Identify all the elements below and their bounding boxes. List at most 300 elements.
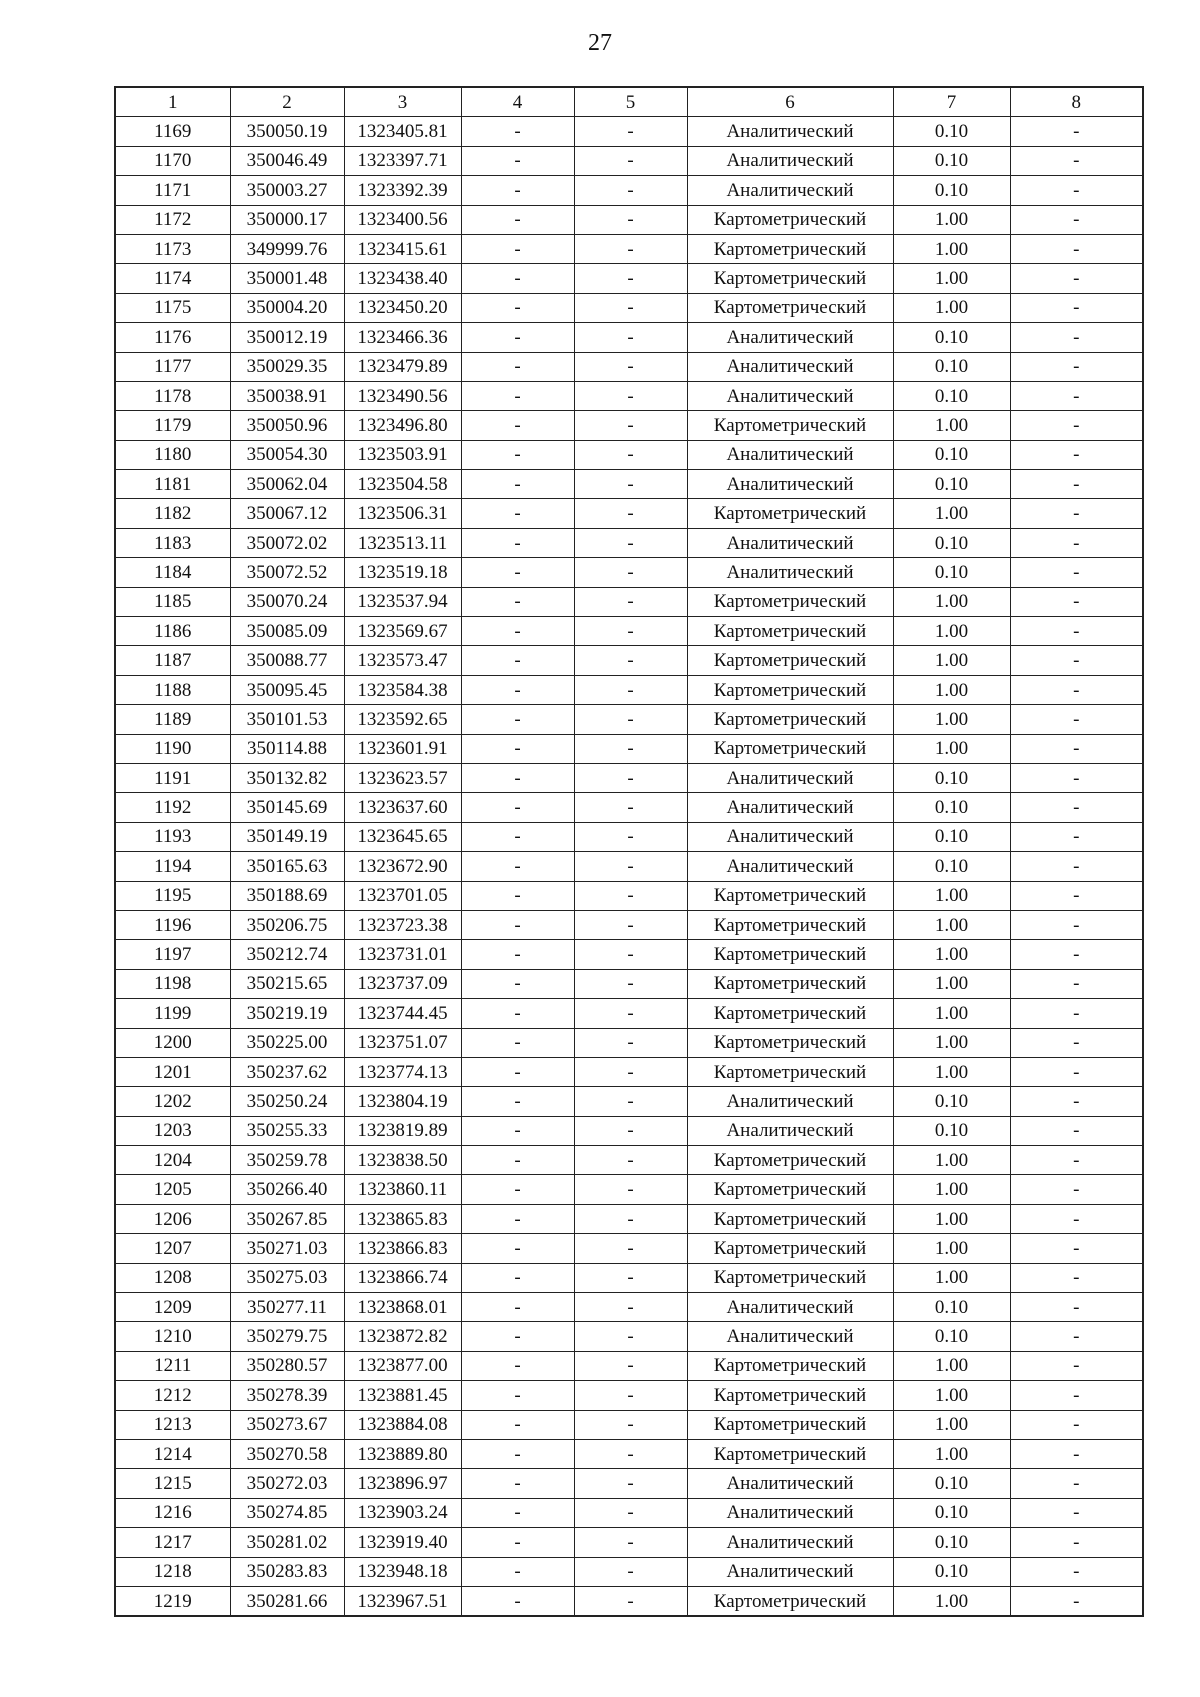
table-cell: - <box>461 587 574 616</box>
table-row <box>115 117 1143 146</box>
table-cell: - <box>461 910 574 939</box>
table-cell: 1174 <box>115 264 230 293</box>
table-cell: - <box>461 940 574 969</box>
table-cell: Картометрический <box>687 1175 893 1204</box>
table-row <box>115 1263 1143 1292</box>
table-cell: 1194 <box>115 852 230 881</box>
table-cell: 1.00 <box>893 587 1010 616</box>
table-cell: 1218 <box>115 1557 230 1586</box>
table-cell: 0.10 <box>893 793 1010 822</box>
table-cell: 1323450.20 <box>344 293 461 322</box>
table-cell: - <box>1010 617 1143 646</box>
table-cell: - <box>574 146 687 175</box>
table-cell: - <box>1010 264 1143 293</box>
table-cell: 350132.82 <box>230 763 344 792</box>
table-cell: 1.00 <box>893 881 1010 910</box>
table-cell: - <box>1010 793 1143 822</box>
table-cell: 350259.78 <box>230 1146 344 1175</box>
table-cell: Картометрический <box>687 1204 893 1233</box>
table-cell: Аналитический <box>687 117 893 146</box>
table-cell: - <box>574 205 687 234</box>
table-cell: - <box>461 234 574 263</box>
table-cell: - <box>1010 910 1143 939</box>
table-cell: - <box>461 881 574 910</box>
table-cell: 1323877.00 <box>344 1351 461 1380</box>
table-cell: Аналитический <box>687 1528 893 1557</box>
table-cell: 1213 <box>115 1410 230 1439</box>
table-cell: - <box>574 381 687 410</box>
table-cell: 1185 <box>115 587 230 616</box>
table-cell: - <box>574 1146 687 1175</box>
table-cell: - <box>461 558 574 587</box>
table-cell: 1323889.80 <box>344 1439 461 1468</box>
table-cell: 350267.85 <box>230 1204 344 1233</box>
table-cell: 1323731.01 <box>344 940 461 969</box>
table-row <box>115 176 1143 205</box>
table-cell: - <box>1010 381 1143 410</box>
table-cell: - <box>574 264 687 293</box>
table-cell: - <box>1010 117 1143 146</box>
table-cell: 1.00 <box>893 969 1010 998</box>
table-row <box>115 1234 1143 1263</box>
table-row <box>115 293 1143 322</box>
table-cell: - <box>1010 1351 1143 1380</box>
table-cell: 1.00 <box>893 293 1010 322</box>
table-cell: Аналитический <box>687 381 893 410</box>
table-cell: 1177 <box>115 352 230 381</box>
table-cell: Картометрический <box>687 940 893 969</box>
table-cell: Картометрический <box>687 705 893 734</box>
table-cell: 1180 <box>115 440 230 469</box>
table-cell: Аналитический <box>687 440 893 469</box>
table-cell: - <box>1010 470 1143 499</box>
table-cell: - <box>574 763 687 792</box>
table-cell: 1205 <box>115 1175 230 1204</box>
table-cell: - <box>461 705 574 734</box>
table-cell: - <box>574 822 687 851</box>
table-cell: Картометрический <box>687 734 893 763</box>
table-cell: - <box>1010 940 1143 969</box>
table-cell: 1.00 <box>893 1146 1010 1175</box>
table-row <box>115 852 1143 881</box>
table-cell: 1216 <box>115 1498 230 1527</box>
table-cell: - <box>1010 1263 1143 1292</box>
column-header: 5 <box>574 87 687 117</box>
table-cell: 0.10 <box>893 117 1010 146</box>
table-cell: - <box>574 352 687 381</box>
table-cell: 350272.03 <box>230 1469 344 1498</box>
table-cell: - <box>574 1057 687 1086</box>
table-cell: 1191 <box>115 763 230 792</box>
table-cell: 350088.77 <box>230 646 344 675</box>
table-cell: - <box>574 411 687 440</box>
table-cell: 1323504.58 <box>344 470 461 499</box>
table-cell: Картометрический <box>687 617 893 646</box>
table-cell: - <box>1010 1557 1143 1586</box>
table-cell: - <box>461 1498 574 1527</box>
table-cell: 1323490.56 <box>344 381 461 410</box>
table-cell: 1323672.90 <box>344 852 461 881</box>
table-cell: - <box>461 470 574 499</box>
table-row <box>115 1351 1143 1380</box>
table-cell: - <box>461 293 574 322</box>
table-cell: 1211 <box>115 1351 230 1380</box>
table-cell: 1323866.83 <box>344 1234 461 1263</box>
table-cell: - <box>574 675 687 704</box>
table-cell: 1.00 <box>893 734 1010 763</box>
table-cell: 350278.39 <box>230 1381 344 1410</box>
table-cell: - <box>1010 499 1143 528</box>
table-cell: - <box>461 617 574 646</box>
table-cell: 1323948.18 <box>344 1557 461 1586</box>
table-cell: 350277.11 <box>230 1293 344 1322</box>
table-cell: 0.10 <box>893 146 1010 175</box>
table-cell: - <box>574 646 687 675</box>
table-cell: 350188.69 <box>230 881 344 910</box>
table-cell: - <box>574 1528 687 1557</box>
column-header: 2 <box>230 87 344 117</box>
table-cell: Аналитический <box>687 822 893 851</box>
table-cell: Аналитический <box>687 176 893 205</box>
table-cell: - <box>461 264 574 293</box>
table-cell: 1323479.89 <box>344 352 461 381</box>
table-cell: - <box>1010 1028 1143 1057</box>
table-row <box>115 1557 1143 1586</box>
table-cell: 0.10 <box>893 176 1010 205</box>
table-cell: 0.10 <box>893 822 1010 851</box>
table-row <box>115 763 1143 792</box>
table-cell: 350145.69 <box>230 793 344 822</box>
table-cell: 350054.30 <box>230 440 344 469</box>
table-cell: - <box>1010 675 1143 704</box>
table-cell: - <box>461 763 574 792</box>
table-cell: 350270.58 <box>230 1439 344 1468</box>
table-cell: 1323400.56 <box>344 205 461 234</box>
table-cell: 0.10 <box>893 381 1010 410</box>
table-row <box>115 1381 1143 1410</box>
table-cell: - <box>1010 999 1143 1028</box>
table-body <box>115 117 1143 1616</box>
table-cell: 1323405.81 <box>344 117 461 146</box>
table-cell: 350280.57 <box>230 1351 344 1380</box>
table-cell: - <box>461 1234 574 1263</box>
table-cell: - <box>1010 763 1143 792</box>
table-cell: 1196 <box>115 910 230 939</box>
table-cell: Аналитический <box>687 323 893 352</box>
table-cell: 349999.76 <box>230 234 344 263</box>
table-cell: - <box>574 470 687 499</box>
table-cell: 1189 <box>115 705 230 734</box>
table-cell: - <box>574 1116 687 1145</box>
table-cell: 1200 <box>115 1028 230 1057</box>
table-cell: - <box>461 675 574 704</box>
table-cell: Аналитический <box>687 1498 893 1527</box>
table-cell: 1.00 <box>893 999 1010 1028</box>
table-row <box>115 617 1143 646</box>
table-cell: - <box>461 734 574 763</box>
table-cell: Картометрический <box>687 1351 893 1380</box>
table-cell: 1323903.24 <box>344 1498 461 1527</box>
table-cell: - <box>461 528 574 557</box>
table-cell: Картометрический <box>687 205 893 234</box>
table-cell: - <box>461 999 574 1028</box>
table-row <box>115 1322 1143 1351</box>
column-header: 4 <box>461 87 574 117</box>
table-cell: 1323896.97 <box>344 1469 461 1498</box>
table-cell: 0.10 <box>893 1557 1010 1586</box>
table-cell: 0.10 <box>893 1528 1010 1557</box>
table-cell: 1323838.50 <box>344 1146 461 1175</box>
table-cell: 1183 <box>115 528 230 557</box>
table-cell: 350085.09 <box>230 617 344 646</box>
table-row <box>115 146 1143 175</box>
table-cell: 350273.67 <box>230 1410 344 1439</box>
table-cell: - <box>574 499 687 528</box>
table-cell: Картометрический <box>687 999 893 1028</box>
table-cell: - <box>1010 734 1143 763</box>
table-cell: - <box>461 822 574 851</box>
table-cell: 1.00 <box>893 1204 1010 1233</box>
table-cell: - <box>1010 205 1143 234</box>
table-cell: 1192 <box>115 793 230 822</box>
table-row <box>115 969 1143 998</box>
table-cell: 1323573.47 <box>344 646 461 675</box>
table-cell: - <box>461 440 574 469</box>
table-cell: - <box>574 587 687 616</box>
table-cell: - <box>1010 1175 1143 1204</box>
table-cell: 1323496.80 <box>344 411 461 440</box>
table-cell: - <box>461 1263 574 1292</box>
table-cell: 1.00 <box>893 646 1010 675</box>
table-cell: Картометрический <box>687 881 893 910</box>
table-cell: - <box>1010 323 1143 352</box>
table-cell: 350038.91 <box>230 381 344 410</box>
table-cell: 350070.24 <box>230 587 344 616</box>
table-cell: 1323866.74 <box>344 1263 461 1292</box>
table-cell: 350215.65 <box>230 969 344 998</box>
table-row <box>115 528 1143 557</box>
table-row <box>115 470 1143 499</box>
table-cell: 0.10 <box>893 1116 1010 1145</box>
table-cell: 1173 <box>115 234 230 263</box>
table-cell: - <box>574 705 687 734</box>
table-cell: 350003.27 <box>230 176 344 205</box>
table-cell: 1323392.39 <box>344 176 461 205</box>
table-cell: 350281.66 <box>230 1586 344 1616</box>
table-cell: 350212.74 <box>230 940 344 969</box>
table-cell: 1175 <box>115 293 230 322</box>
table-cell: Аналитический <box>687 1293 893 1322</box>
table-cell: 1323872.82 <box>344 1322 461 1351</box>
table-cell: 1219 <box>115 1586 230 1616</box>
table-cell: 1323537.94 <box>344 587 461 616</box>
table-row <box>115 1498 1143 1527</box>
table-cell: - <box>574 176 687 205</box>
table-cell: - <box>461 1146 574 1175</box>
table-cell: - <box>1010 146 1143 175</box>
table-cell: 1201 <box>115 1057 230 1086</box>
table-cell: 1214 <box>115 1439 230 1468</box>
table-cell: - <box>1010 1057 1143 1086</box>
table-cell: 1178 <box>115 381 230 410</box>
table-cell: - <box>1010 1204 1143 1233</box>
table-cell: 1169 <box>115 117 230 146</box>
table-cell: - <box>461 646 574 675</box>
table-cell: 1.00 <box>893 1028 1010 1057</box>
table-cell: - <box>574 940 687 969</box>
table-cell: - <box>574 734 687 763</box>
table-cell: 350001.48 <box>230 264 344 293</box>
table-cell: Аналитический <box>687 146 893 175</box>
table-cell: 350067.12 <box>230 499 344 528</box>
table-row <box>115 587 1143 616</box>
table-cell: - <box>461 1557 574 1586</box>
table-cell: - <box>1010 1469 1143 1498</box>
table-cell: 350275.03 <box>230 1263 344 1292</box>
coordinates-table <box>114 86 1144 1617</box>
table-cell: 0.10 <box>893 852 1010 881</box>
table-cell: 1323884.08 <box>344 1410 461 1439</box>
table-cell: 1187 <box>115 646 230 675</box>
table-cell: 350255.33 <box>230 1116 344 1145</box>
table-cell: 1323881.45 <box>344 1381 461 1410</box>
table-cell: - <box>574 1263 687 1292</box>
table-cell: 1323513.11 <box>344 528 461 557</box>
table-cell: 1186 <box>115 617 230 646</box>
table-cell: - <box>1010 176 1143 205</box>
table-cell: - <box>574 1381 687 1410</box>
table-cell: 1182 <box>115 499 230 528</box>
table-cell: - <box>574 793 687 822</box>
table-cell: 1323645.65 <box>344 822 461 851</box>
table-cell: 1198 <box>115 969 230 998</box>
table-row <box>115 1469 1143 1498</box>
table-cell: - <box>1010 1234 1143 1263</box>
table-cell: 350271.03 <box>230 1234 344 1263</box>
table-cell: 1217 <box>115 1528 230 1557</box>
table-cell: - <box>1010 969 1143 998</box>
table-cell: 350165.63 <box>230 852 344 881</box>
table-row <box>115 1528 1143 1557</box>
table-row <box>115 440 1143 469</box>
table-cell: 1203 <box>115 1116 230 1145</box>
table-cell: Аналитический <box>687 558 893 587</box>
table-cell: 1323865.83 <box>344 1204 461 1233</box>
table-cell: 350219.19 <box>230 999 344 1028</box>
table-cell: Картометрический <box>687 1028 893 1057</box>
table-cell: 1323506.31 <box>344 499 461 528</box>
table-row <box>115 1410 1143 1439</box>
table-cell: - <box>461 323 574 352</box>
table-cell: 1197 <box>115 940 230 969</box>
table-cell: 350004.20 <box>230 293 344 322</box>
table-cell: - <box>574 881 687 910</box>
table-cell: 1323744.45 <box>344 999 461 1028</box>
table-cell: 1.00 <box>893 234 1010 263</box>
table-cell: 1.00 <box>893 499 1010 528</box>
table-cell: - <box>461 1586 574 1616</box>
table-cell: - <box>461 793 574 822</box>
table-cell: - <box>1010 558 1143 587</box>
table-cell: 1170 <box>115 146 230 175</box>
table-cell: 0.10 <box>893 323 1010 352</box>
table-cell: - <box>461 1204 574 1233</box>
table-cell: - <box>574 117 687 146</box>
table-cell: 1215 <box>115 1469 230 1498</box>
table-cell: - <box>1010 293 1143 322</box>
table-cell: 1.00 <box>893 1439 1010 1468</box>
column-header: 1 <box>115 87 230 117</box>
table-row <box>115 234 1143 263</box>
table-cell: Аналитический <box>687 1322 893 1351</box>
table-cell: - <box>461 1351 574 1380</box>
table-cell: - <box>461 411 574 440</box>
table-row <box>115 675 1143 704</box>
table-cell: 1323569.67 <box>344 617 461 646</box>
column-header: 7 <box>893 87 1010 117</box>
table-row <box>115 264 1143 293</box>
table-row <box>115 323 1143 352</box>
table-cell: - <box>1010 587 1143 616</box>
table-cell: 1323584.38 <box>344 675 461 704</box>
table-cell: 1323592.65 <box>344 705 461 734</box>
table-cell: - <box>461 1528 574 1557</box>
table-cell: - <box>1010 1293 1143 1322</box>
table-cell: - <box>461 1057 574 1086</box>
column-header: 8 <box>1010 87 1143 117</box>
table-cell: 350050.96 <box>230 411 344 440</box>
table-cell: - <box>461 1293 574 1322</box>
table-cell: - <box>574 1351 687 1380</box>
table-cell: 1176 <box>115 323 230 352</box>
table-cell: 350149.19 <box>230 822 344 851</box>
table-cell: 1323868.01 <box>344 1293 461 1322</box>
table-cell: 1204 <box>115 1146 230 1175</box>
table-cell: - <box>461 1322 574 1351</box>
table-cell: 1323397.71 <box>344 146 461 175</box>
table-cell: 350072.52 <box>230 558 344 587</box>
table-cell: 0.10 <box>893 763 1010 792</box>
table-row <box>115 1116 1143 1145</box>
table-cell: Картометрический <box>687 1439 893 1468</box>
table-row <box>115 940 1143 969</box>
table-cell: - <box>1010 705 1143 734</box>
table-cell: 1195 <box>115 881 230 910</box>
table-cell: - <box>574 999 687 1028</box>
table-cell: - <box>461 1381 574 1410</box>
table-row <box>115 411 1143 440</box>
table-cell: 0.10 <box>893 1469 1010 1498</box>
table-cell: - <box>461 205 574 234</box>
table-cell: - <box>1010 411 1143 440</box>
table-cell: 1323519.18 <box>344 558 461 587</box>
table-cell: 350101.53 <box>230 705 344 734</box>
table-cell: 1.00 <box>893 705 1010 734</box>
table-cell: 1323804.19 <box>344 1087 461 1116</box>
table-cell: - <box>574 617 687 646</box>
table-cell: - <box>461 1410 574 1439</box>
table-cell: - <box>574 1175 687 1204</box>
table-cell: 1.00 <box>893 1057 1010 1086</box>
table-cell: - <box>1010 1381 1143 1410</box>
table-cell: 350062.04 <box>230 470 344 499</box>
table-cell: 350029.35 <box>230 352 344 381</box>
table-cell: Картометрический <box>687 587 893 616</box>
table-cell: - <box>574 1087 687 1116</box>
table-cell: 1323774.13 <box>344 1057 461 1086</box>
table-cell: 350274.85 <box>230 1498 344 1527</box>
table-cell: - <box>574 293 687 322</box>
